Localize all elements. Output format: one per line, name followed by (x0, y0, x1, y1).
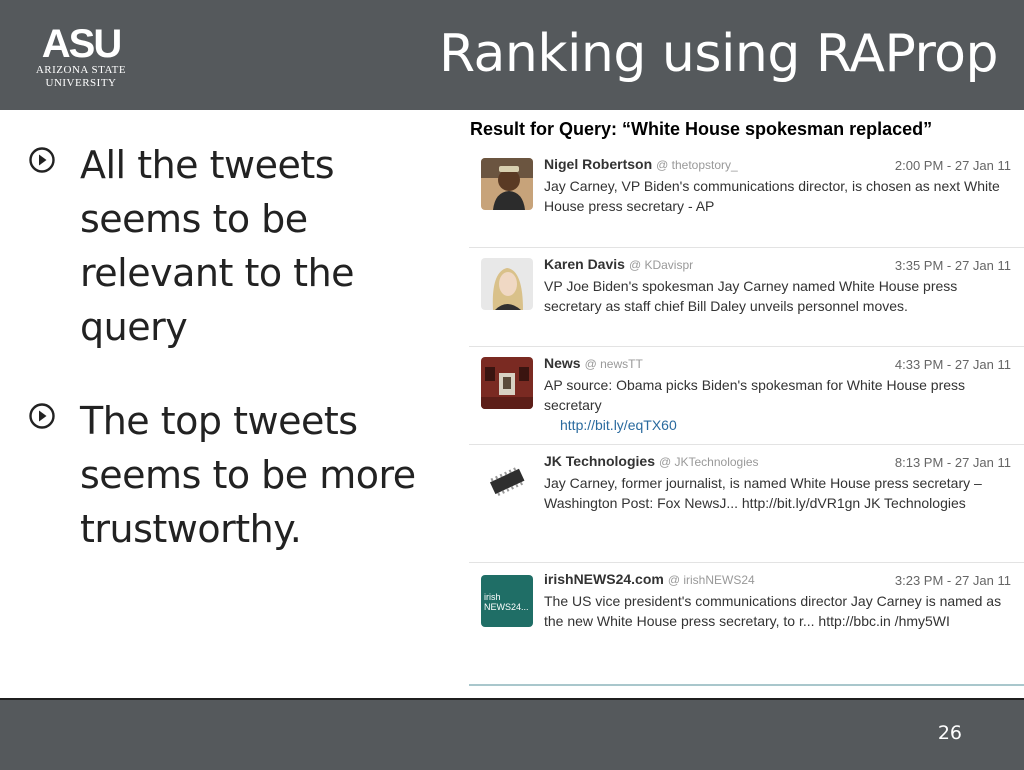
tweet-author[interactable]: JK Technologies @ JKTechnologies (544, 453, 759, 469)
logo-mark: ASU (41, 22, 121, 66)
tweet-author[interactable]: News @ newsTT (544, 355, 643, 371)
logo-line-2: UNIVERSITY (45, 77, 117, 89)
tweet-handle[interactable]: @ thetopstory_ (656, 158, 738, 172)
tweet-link[interactable]: http://bit.ly/eqTX60 (560, 417, 677, 433)
tweet-handle[interactable]: @ newsTT (584, 357, 643, 371)
tweet-results (469, 148, 1024, 686)
page-number: 26 (937, 722, 962, 744)
tweet-text: Jay Carney, former journalist, is named White House press secretary – Washington Post: Fox NewsJ... http://bit.ly/dVR1gn JK Technologies (544, 475, 982, 511)
tweet-timestamp[interactable]: 3:23 PM - 27 Jan 11 (894, 573, 1011, 588)
avatar-text: irish NEWS24... (484, 592, 529, 612)
slide-footer (0, 698, 1024, 770)
play-circle-icon (28, 402, 56, 430)
tweet-item[interactable] (469, 347, 1024, 445)
slide-title: Ranking using RAProp (439, 24, 998, 84)
tweet-timestamp[interactable]: 4:33 PM - 27 Jan 11 (894, 357, 1011, 372)
tweet-text: AP source: Obama picks Biden's spokesman for White House press secretary (544, 377, 966, 413)
bullet-text: All the tweets seems to be relevant to the query (80, 143, 355, 349)
avatar[interactable] (481, 258, 533, 310)
avatar[interactable] (481, 158, 533, 210)
tweet-item[interactable] (469, 248, 1024, 347)
avatar[interactable] (481, 455, 533, 507)
tweet-text: The US vice president's communications director Jay Carney is named as the new White House press secretary, to r... http://bbc.in /hmy5WI (544, 593, 1002, 629)
tweet-item[interactable] (469, 563, 1024, 684)
slide-header (0, 0, 1024, 110)
tweet-timestamp[interactable]: 3:35 PM - 27 Jan 11 (894, 258, 1011, 273)
tweet-timestamp[interactable]: 2:00 PM - 27 Jan 11 (894, 158, 1011, 173)
bullet-text: The top tweets seems to be more trustworthy. (80, 399, 416, 551)
tweet-handle[interactable]: @ irishNEWS24 (667, 573, 755, 587)
avatar[interactable] (481, 575, 533, 627)
tweet-handle[interactable]: @ JKTechnologies (658, 455, 759, 469)
tweet-item[interactable] (469, 445, 1024, 563)
asu-logo (26, 24, 136, 94)
logo-line-1: ARIZONA STATE (35, 64, 127, 76)
tweet-timestamp[interactable]: 8:13 PM - 27 Jan 11 (894, 455, 1011, 470)
tweet-author[interactable]: Nigel Robertson @ thetopstory_ (544, 156, 738, 172)
bullet-list (28, 138, 448, 596)
tweet-handle[interactable]: @ KDavispr (628, 258, 694, 272)
tweet-author[interactable]: Karen Davis @ KDavispr (544, 256, 694, 272)
tweet-text: VP Joe Biden's spokesman Jay Carney named White House press secretary as staff chief Bill Daley unveils personnel moves. (544, 278, 958, 314)
avatar[interactable] (481, 357, 533, 409)
play-circle-icon (28, 146, 56, 174)
bullet-item (28, 394, 448, 556)
tweet-text: Jay Carney, VP Biden's communications director, is chosen as next White House press secretary - AP (544, 178, 1000, 214)
bullet-item (28, 138, 448, 354)
tweet-item[interactable] (469, 148, 1024, 248)
tweet-author[interactable]: irishNEWS24.com @ irishNEWS24 (544, 571, 755, 587)
query-caption: Result for Query: “White House spokesman replaced” (470, 119, 933, 139)
